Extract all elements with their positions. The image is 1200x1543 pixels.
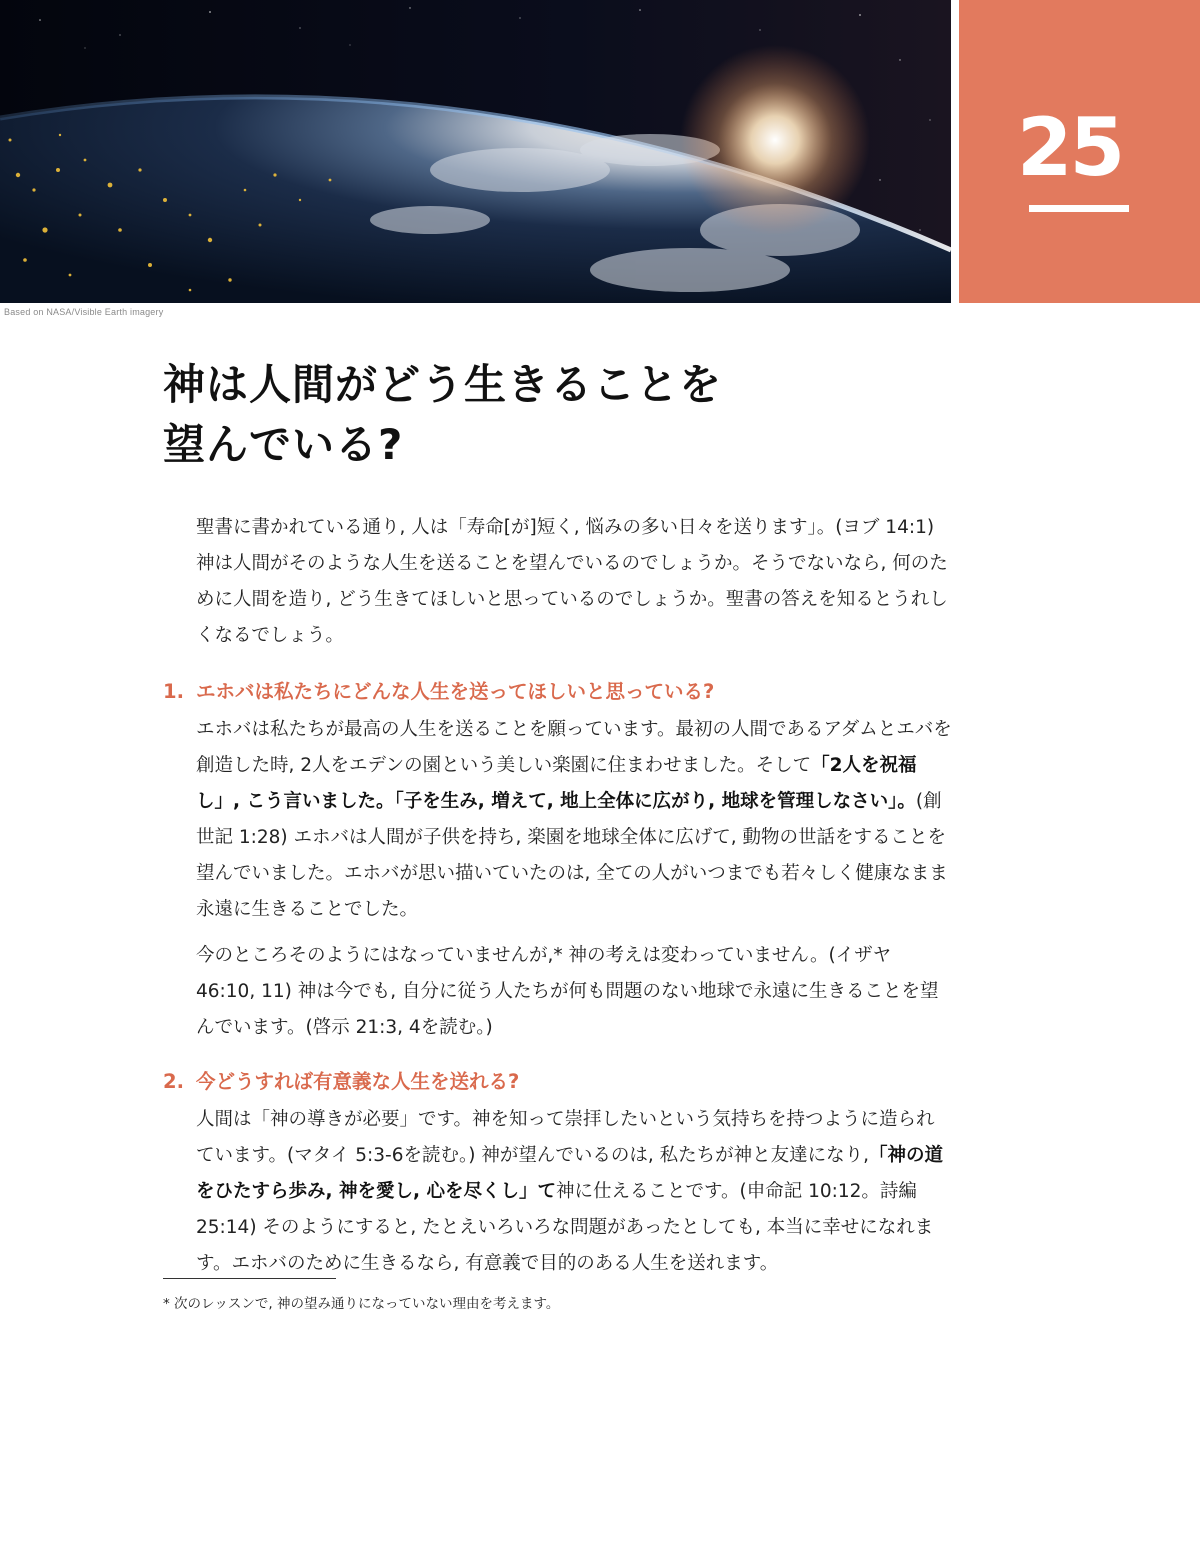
section-1-paragraph-2: 今のところそのようにはなっていませんが,* 神の考えは変わっていません。(イザヤ 46:10, 11) 神は今でも, 自分に従う人たちが何も問題のない地球で永遠に生きることを望んでいます。(啓示 21:3, 4を読む。) xyxy=(196,945,939,1038)
lesson-number: 25 xyxy=(1016,101,1123,194)
question-number-2: 2. xyxy=(163,1070,184,1093)
section-1-text-a: エホバは私たちが最高の人生を送ることを願っています。最初の人間であるアダムとエバを創造した時, 2人をエデンの園という美しい楽園に住まわせました。そして xyxy=(196,719,952,776)
question-text-2: 今どうすれば有意義な人生を送れる? xyxy=(196,1070,520,1093)
question-heading-1 xyxy=(163,674,952,710)
earth-illustration xyxy=(0,0,951,303)
article-body xyxy=(163,510,952,1292)
footnote-divider xyxy=(163,1278,336,1279)
section-1-bold-quote: 「2人を祝福し」, こう言いました。「子を生み, 増えて, 地上全体に広がり, 地球を管理しなさい」。 xyxy=(196,755,917,812)
section-2-paragraph-1 xyxy=(196,1102,952,1282)
footnote: * 次のレッスンで, 神の望み通りになっていない理由を考えます。 xyxy=(163,1296,560,1312)
question-heading-2 xyxy=(163,1064,952,1100)
question-number-1: 1. xyxy=(163,680,184,703)
lesson-number-badge xyxy=(959,0,1200,303)
section-1-paragraph-1 xyxy=(196,712,952,928)
photo-credit: Based on NASA/Visible Earth imagery xyxy=(4,307,164,317)
section-1-text-b: (創世記 1:28) エホバは人間が子供を持ち, 楽園を地球全体に広げて, 動物の世話をすることを望んでいました。エホバが思い描いていたのは, 全ての人がいつまでも若々しく健康なまま永遠に生きることでした。 xyxy=(196,791,948,920)
question-text-1: エホバは私たちにどんな人生を送ってほしいと思っている? xyxy=(196,680,715,703)
intro-paragraph: 聖書に書かれている通り, 人は「寿命[が]短く, 悩みの多い日々を送ります」。(ヨブ 14:1) 神は人間がそのような人生を送ることを望んでいるのでしょうか。そうでないなら, 何のために人間を造り, どう生きてほしいと思っているのでしょうか。聖書の答えを知るとうれしくなるでしょう。 xyxy=(196,517,948,646)
earth-from-space-photo xyxy=(0,0,951,303)
page-title-line-1: 神は人間がどう生きることを xyxy=(163,360,723,409)
section-2-text-a: 人間は「神の導きが必要」です。神を知って崇拝したいという気持ちを持つように造られています。(マタイ 5:3-6を読む。) 神が望んでいるのは, 私たちが神と友達になり, xyxy=(196,1109,935,1166)
lesson-number-underline xyxy=(1029,205,1129,212)
page-title xyxy=(163,355,943,475)
page-title-line-2: 望んでいる? xyxy=(163,420,404,469)
section-2-bold-quote: 「神の道をひたすら歩み, 神を愛し, 心を尽くし」て xyxy=(196,1145,943,1202)
section-2-text-b: 神に仕えることです。(申命記 10:12。詩編 25:14) そのようにすると, たとえいろいろな問題があったとしても, 本当に幸せになれます。エホバのために生きるなら, 有意義で目的のある人生を送れます。 xyxy=(196,1181,934,1274)
